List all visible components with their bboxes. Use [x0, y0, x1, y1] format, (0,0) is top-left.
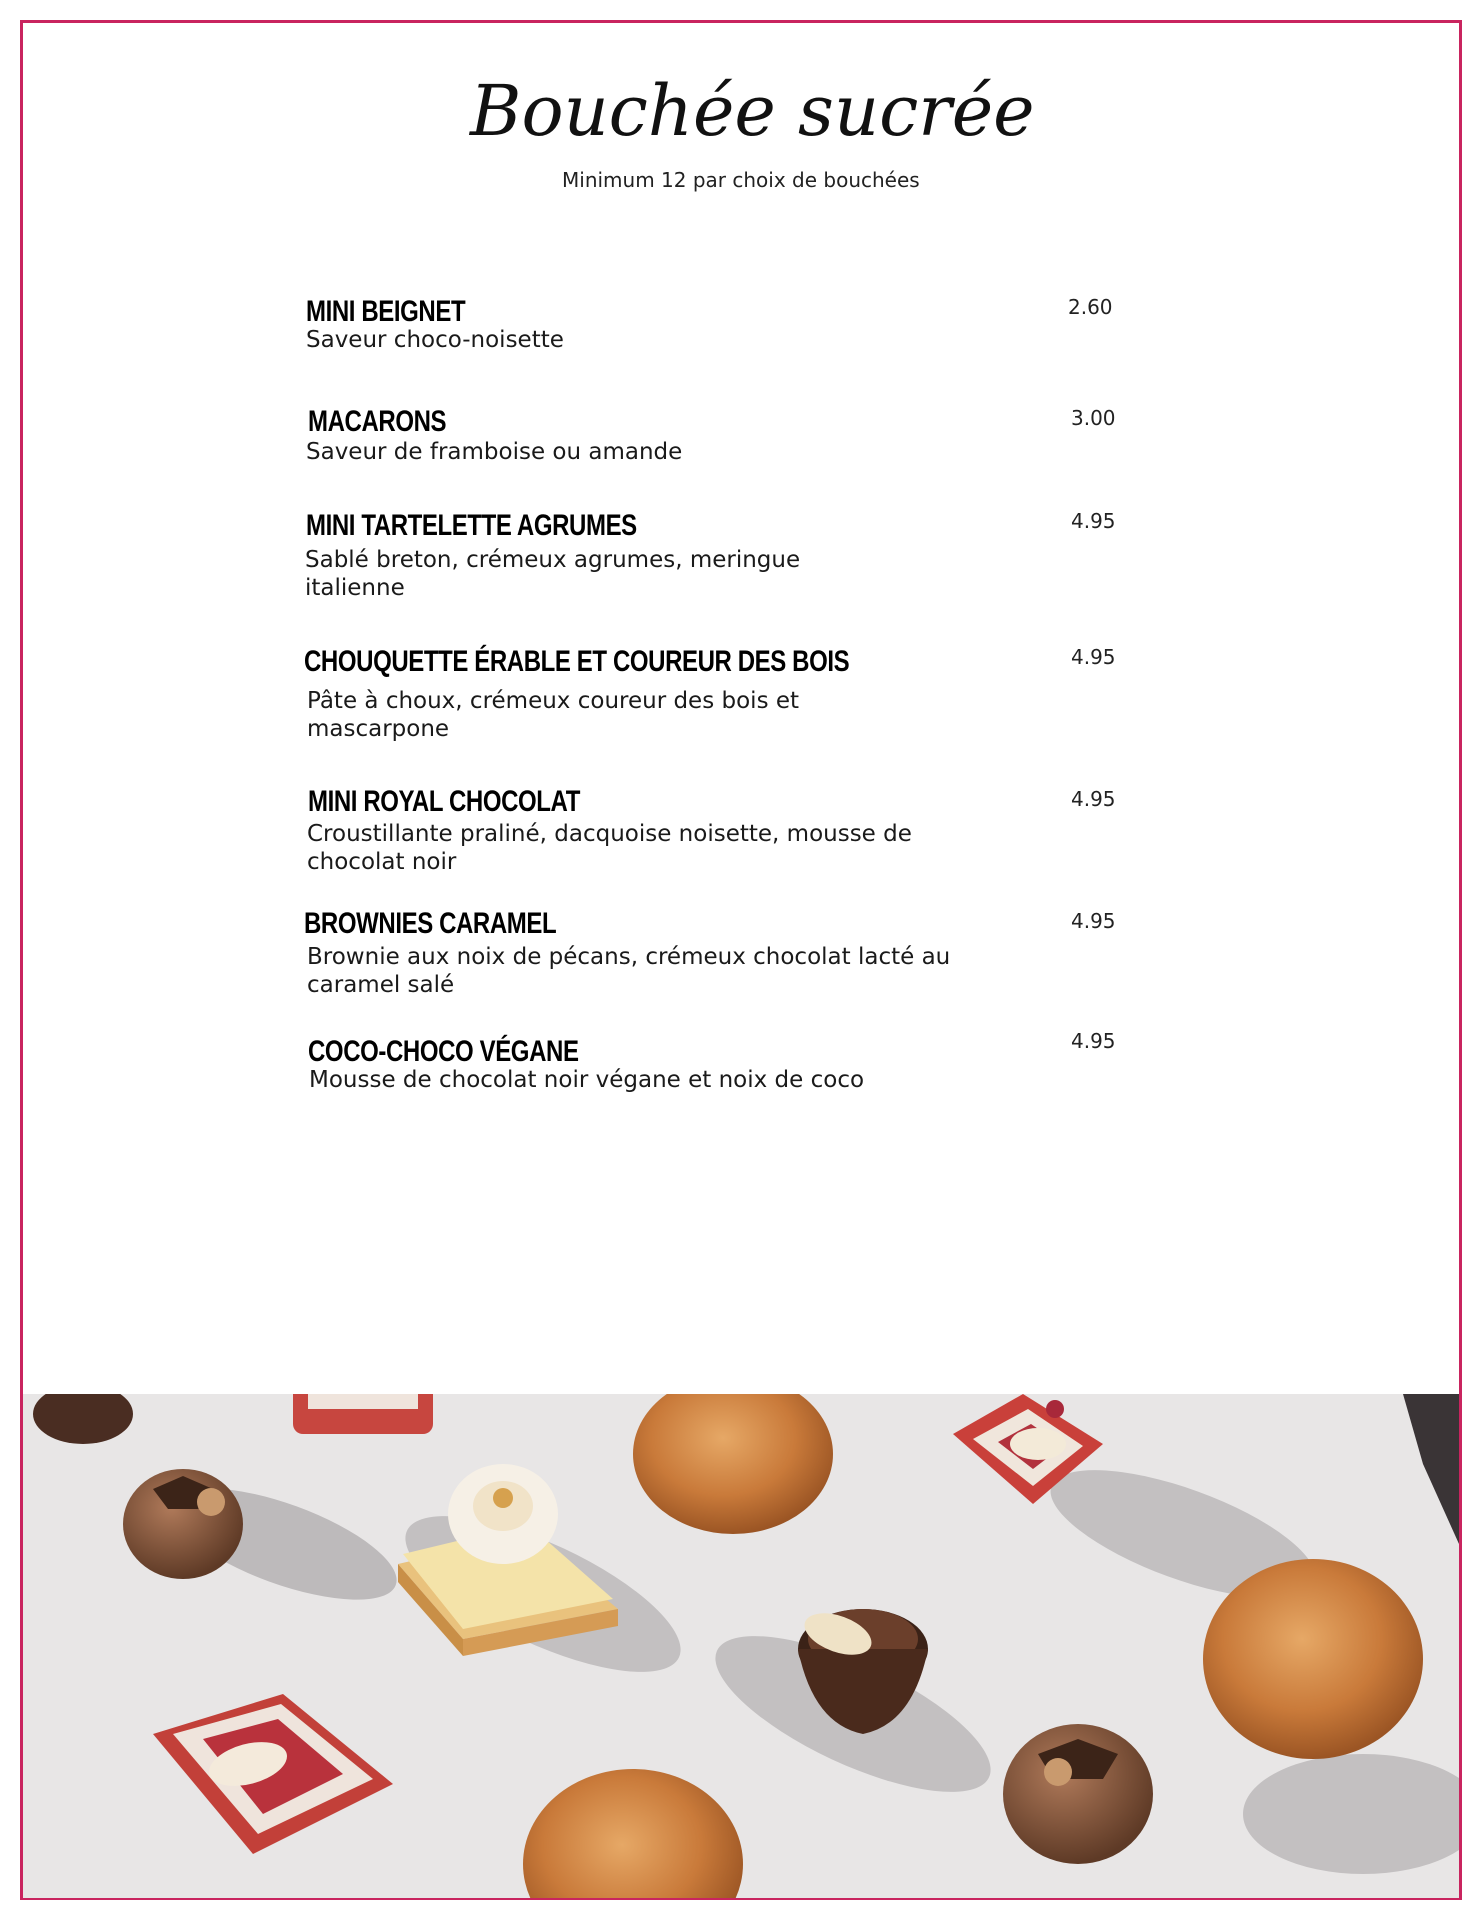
item-name-chouquette-erable: CHOUQUETTE ÉRABLE ET COUREUR DES BOIS [304, 645, 850, 678]
item-price-mini-royal-chocolat: 4.95 [1071, 787, 1116, 811]
item-name-mini-royal-chocolat: MINI ROYAL CHOCOLAT [308, 785, 580, 818]
item-desc-coco-choco-vegane: Mousse de chocolat noir végane et noix de coco [309, 1067, 865, 1093]
item-desc-mini-tartelette-agrumes: Sablé breton, crémeux agrumes, meringue italienne [305, 547, 801, 601]
item-price-mini-beignet: 2.60 [1068, 295, 1113, 319]
item-price-coco-choco-vegane: 4.95 [1071, 1029, 1116, 1053]
item-desc-brownies-caramel: Brownie aux noix de pécans, crémeux chocolat lacté au caramel salé [307, 944, 951, 998]
menu-title: Bouchée sucrée [470, 70, 1035, 152]
item-price-macarons: 3.00 [1071, 406, 1116, 430]
item-price-brownies-caramel: 4.95 [1071, 909, 1116, 933]
item-name-mini-beignet: MINI BEIGNET [306, 295, 466, 328]
item-name-brownies-caramel: BROWNIES CARAMEL [304, 907, 557, 940]
item-price-chouquette-erable: 4.95 [1071, 645, 1116, 669]
pastries-photo [23, 1394, 1459, 1898]
item-desc-mini-beignet: Saveur choco-noisette [306, 327, 564, 353]
item-desc-macarons: Saveur de framboise ou amande [306, 439, 683, 465]
item-name-mini-tartelette-agrumes: MINI TARTELETTE AGRUMES [306, 509, 637, 542]
item-name-macarons: MACARONS [308, 405, 447, 438]
item-price-mini-tartelette-agrumes: 4.95 [1071, 509, 1116, 533]
menu-subtitle: Minimum 12 par choix de bouchées [562, 168, 920, 192]
item-desc-mini-royal-chocolat: Croustillante praliné, dacquoise noisette, mousse de chocolat noir [307, 821, 912, 875]
item-desc-chouquette-erable: Pâte à choux, crémeux coureur des bois et mascarpone [307, 688, 800, 742]
item-name-coco-choco-vegane: COCO-CHOCO VÉGANE [308, 1035, 579, 1068]
